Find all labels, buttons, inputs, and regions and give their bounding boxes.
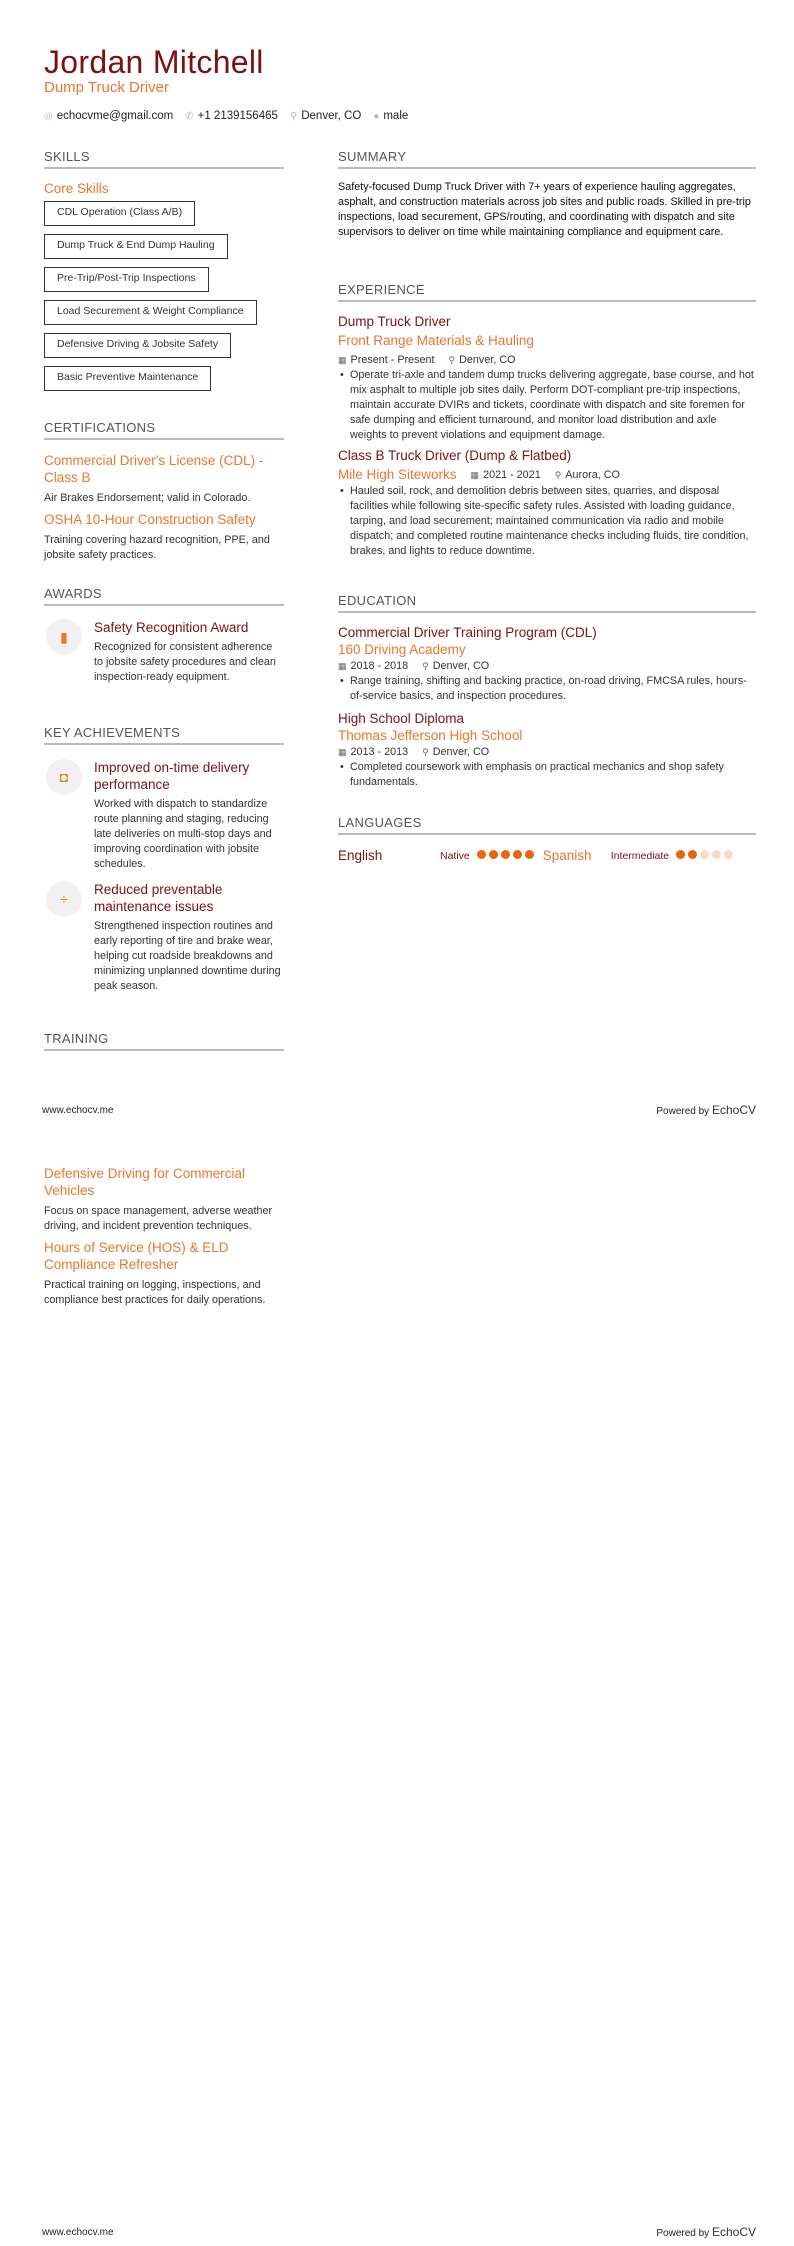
award-item [44, 619, 284, 685]
language-level: Intermediate [610, 849, 670, 862]
language-rating [474, 850, 534, 862]
brand-logo: EchoCV [711, 2225, 756, 2239]
language-level: Native [440, 849, 470, 862]
edu-location: Denver, CO [432, 660, 490, 672]
achievement-item [44, 759, 284, 872]
edu-bullet: • Range training, shifting and backing practice, on-road driving, FMCSA rules, hours-of-service basics, and inspection procedures. [338, 674, 756, 704]
footer-site[interactable]: www.echocv.me [42, 1105, 114, 1116]
skills-section [44, 149, 284, 399]
contact-location: ⚲ Denver, CO [289, 110, 362, 122]
contact-email: ◎ echocvme@gmail.com [44, 110, 174, 122]
training-items [44, 1165, 284, 1308]
job-location: Denver, CO [459, 354, 516, 366]
footer-site[interactable]: www.echocv.me [42, 2227, 114, 2238]
cert-desc: Training covering hazard recognition, PPE, and jobsite safety practices. [44, 534, 270, 561]
skill-tag: Basic Preventive Maintenance [44, 366, 211, 391]
training-desc: Practical training on logging, inspections, and compliance best practices for daily operations. [44, 1279, 266, 1306]
divide-icon: ÷ [46, 881, 82, 917]
rating-dot [477, 850, 486, 859]
award-desc: Recognized for consistent adherence to jobsite safety procedures and clean inspection-ready equipment. [94, 641, 276, 683]
section-heading: CERTIFICATIONS [44, 420, 284, 440]
rating-dot [501, 850, 510, 859]
location-icon: ⚲ [422, 747, 429, 757]
section-heading: TRAINING [44, 1031, 284, 1051]
location-icon: ⚲ [289, 111, 298, 122]
cert-desc: Air Brakes Endorsement; valid in Colorado. [44, 492, 251, 504]
email-icon: ◎ [44, 111, 53, 122]
rating-dot [489, 850, 498, 859]
award-icon: ▮ [46, 619, 82, 655]
job-bullet: • Operate tri-axle and tandem dump trucks delivering aggregate, base course, and hot mix asphalt to multiple job sites daily. Perform DOT-compliant pre-trip inspections, maintain accurate DVIRs and tickets, coordinate with dispatch and site foremen for safe dumping and efficient turnaround, and monitor load distribution and axle weights to prevent violations and equipment damage. [338, 368, 756, 443]
job-company: Front Range Materials & Hauling [338, 333, 534, 348]
edu-school: Thomas Jefferson High School [338, 728, 523, 743]
education-section [338, 593, 756, 790]
rating-dot [724, 850, 733, 859]
achievement-desc: Worked with dispatch to standardize route planning and staging, reducing late deliveries on multi-stop days and improving coordination with jobsite schedules. [94, 798, 272, 870]
section-heading: AWARDS [44, 586, 284, 606]
camera-icon: ◘ [46, 759, 82, 795]
contact-bar [44, 110, 408, 122]
edu-degree: High School Diploma [338, 711, 465, 726]
edu-degree: Commercial Driver Training Program (CDL) [338, 625, 597, 640]
skill-tag: Defensive Driving & Jobsite Safety [44, 333, 231, 358]
skills-group: Core Skills [44, 181, 109, 196]
skill-tag: CDL Operation (Class A/B) [44, 201, 195, 226]
section-heading: SUMMARY [338, 149, 756, 169]
rating-dot [688, 850, 697, 859]
job-role: Class B Truck Driver (Dump & Flatbed) [338, 448, 572, 463]
calendar-icon: ▦ [338, 661, 347, 671]
person-icon: ● [373, 111, 380, 122]
job-dates: Present - Present [350, 354, 435, 366]
location-icon: ⚲ [422, 661, 429, 671]
section-heading: EXPERIENCE [338, 282, 756, 302]
rating-dot [676, 850, 685, 859]
certifications-section [44, 420, 284, 563]
job-bullet: • Hauled soil, rock, and demolition debris between sites, quarries, and disposal facilities while following site-specific safety rules. Assisted with loading guidance, tarping, and load securement; maintained communication via radio and mobile dispatch; and completed routine maintenance checks including fluids, tire condition, brakes, and lights to reduce downtime. [338, 484, 756, 559]
experience-section [338, 282, 756, 559]
achievement-item [44, 881, 284, 994]
calendar-icon: ▦ [338, 747, 347, 757]
brand-logo: EchoCV [711, 1103, 756, 1117]
candidate-name: Jordan Mitchell [44, 44, 264, 80]
section-heading: LANGUAGES [338, 815, 756, 835]
footer-powered: Powered by EchoCV [656, 1103, 756, 1117]
skill-tag: Load Securement & Weight Compliance [44, 300, 257, 325]
rating-dot [712, 850, 721, 859]
language-name: Spanish [542, 848, 592, 863]
job-dates: 2021 - 2021 [483, 468, 541, 481]
calendar-icon: ▦ [470, 469, 480, 480]
cert-title: Commercial Driver's License (CDL) - Class B [44, 453, 264, 485]
skill-tag: Dump Truck & End Dump Hauling [44, 234, 228, 259]
job-entry [338, 313, 756, 443]
contact-phone: ✆ +1 2139156465 [185, 110, 278, 122]
summary-text: Safety-focused Dump Truck Driver with 7+ years of experience hauling aggregates, asphalt, and construction materials across job sites and public roads. Skilled in pre-trip inspections, load securement, GPS/routing, and coordinating with dispatch and site supervisors to deliver on time while maintaining compliance and equipment care. [338, 181, 751, 238]
rating-dot [700, 850, 709, 859]
edu-bullet: • Completed coursework with emphasis on practical mechanics and shop safety fundamentals. [338, 760, 756, 790]
edu-location: Denver, CO [432, 746, 490, 758]
award-title: Safety Recognition Award [94, 620, 249, 635]
job-role: Dump Truck Driver [338, 314, 451, 329]
section-heading: EDUCATION [338, 593, 756, 613]
awards-section [44, 586, 284, 685]
candidate-title: Dump Truck Driver [44, 79, 170, 96]
language-name: English [338, 848, 383, 863]
job-company: Mile High Siteworks [338, 467, 457, 482]
location-icon: ⚲ [554, 469, 562, 480]
education-entry [338, 710, 756, 790]
summary-section [338, 149, 756, 240]
language-rating [673, 850, 733, 862]
edu-school: 160 Driving Academy [338, 642, 466, 657]
achievement-title: Reduced preventable maintenance issues [94, 882, 223, 914]
edu-dates: 2013 - 2013 [350, 746, 409, 758]
job-entry [338, 447, 756, 559]
location-icon: ⚲ [448, 355, 456, 365]
edu-dates: 2018 - 2018 [350, 660, 409, 672]
contact-gender: ● male [373, 110, 409, 122]
training-title: Hours of Service (HOS) & ELD Compliance Refresher [44, 1240, 229, 1272]
education-entry [338, 624, 756, 704]
training-section [44, 1031, 284, 1051]
phone-icon: ✆ [185, 111, 194, 122]
achievement-desc: Strengthened inspection routines and early reporting of tire and brake wear, helping cut roadside breakdowns and minimizing unplanned downtime during peak season. [94, 920, 281, 992]
rating-dot [525, 850, 534, 859]
cert-title: OSHA 10-Hour Construction Safety [44, 512, 256, 527]
training-desc: Focus on space management, adverse weather driving, and incident prevention techniques. [44, 1205, 273, 1232]
rating-dot [513, 850, 522, 859]
footer-powered: Powered by EchoCV [656, 2225, 756, 2239]
languages-section [338, 815, 756, 864]
section-heading: SKILLS [44, 149, 284, 169]
skill-tag: Pre-Trip/Post-Trip Inspections [44, 267, 209, 292]
calendar-icon: ▦ [338, 355, 347, 365]
achievements-section [44, 725, 284, 994]
section-heading: KEY ACHIEVEMENTS [44, 725, 284, 745]
achievement-title: Improved on-time delivery performance [94, 760, 250, 792]
job-location: Aurora, CO [565, 468, 620, 481]
training-title: Defensive Driving for Commercial Vehicles [44, 1166, 246, 1198]
